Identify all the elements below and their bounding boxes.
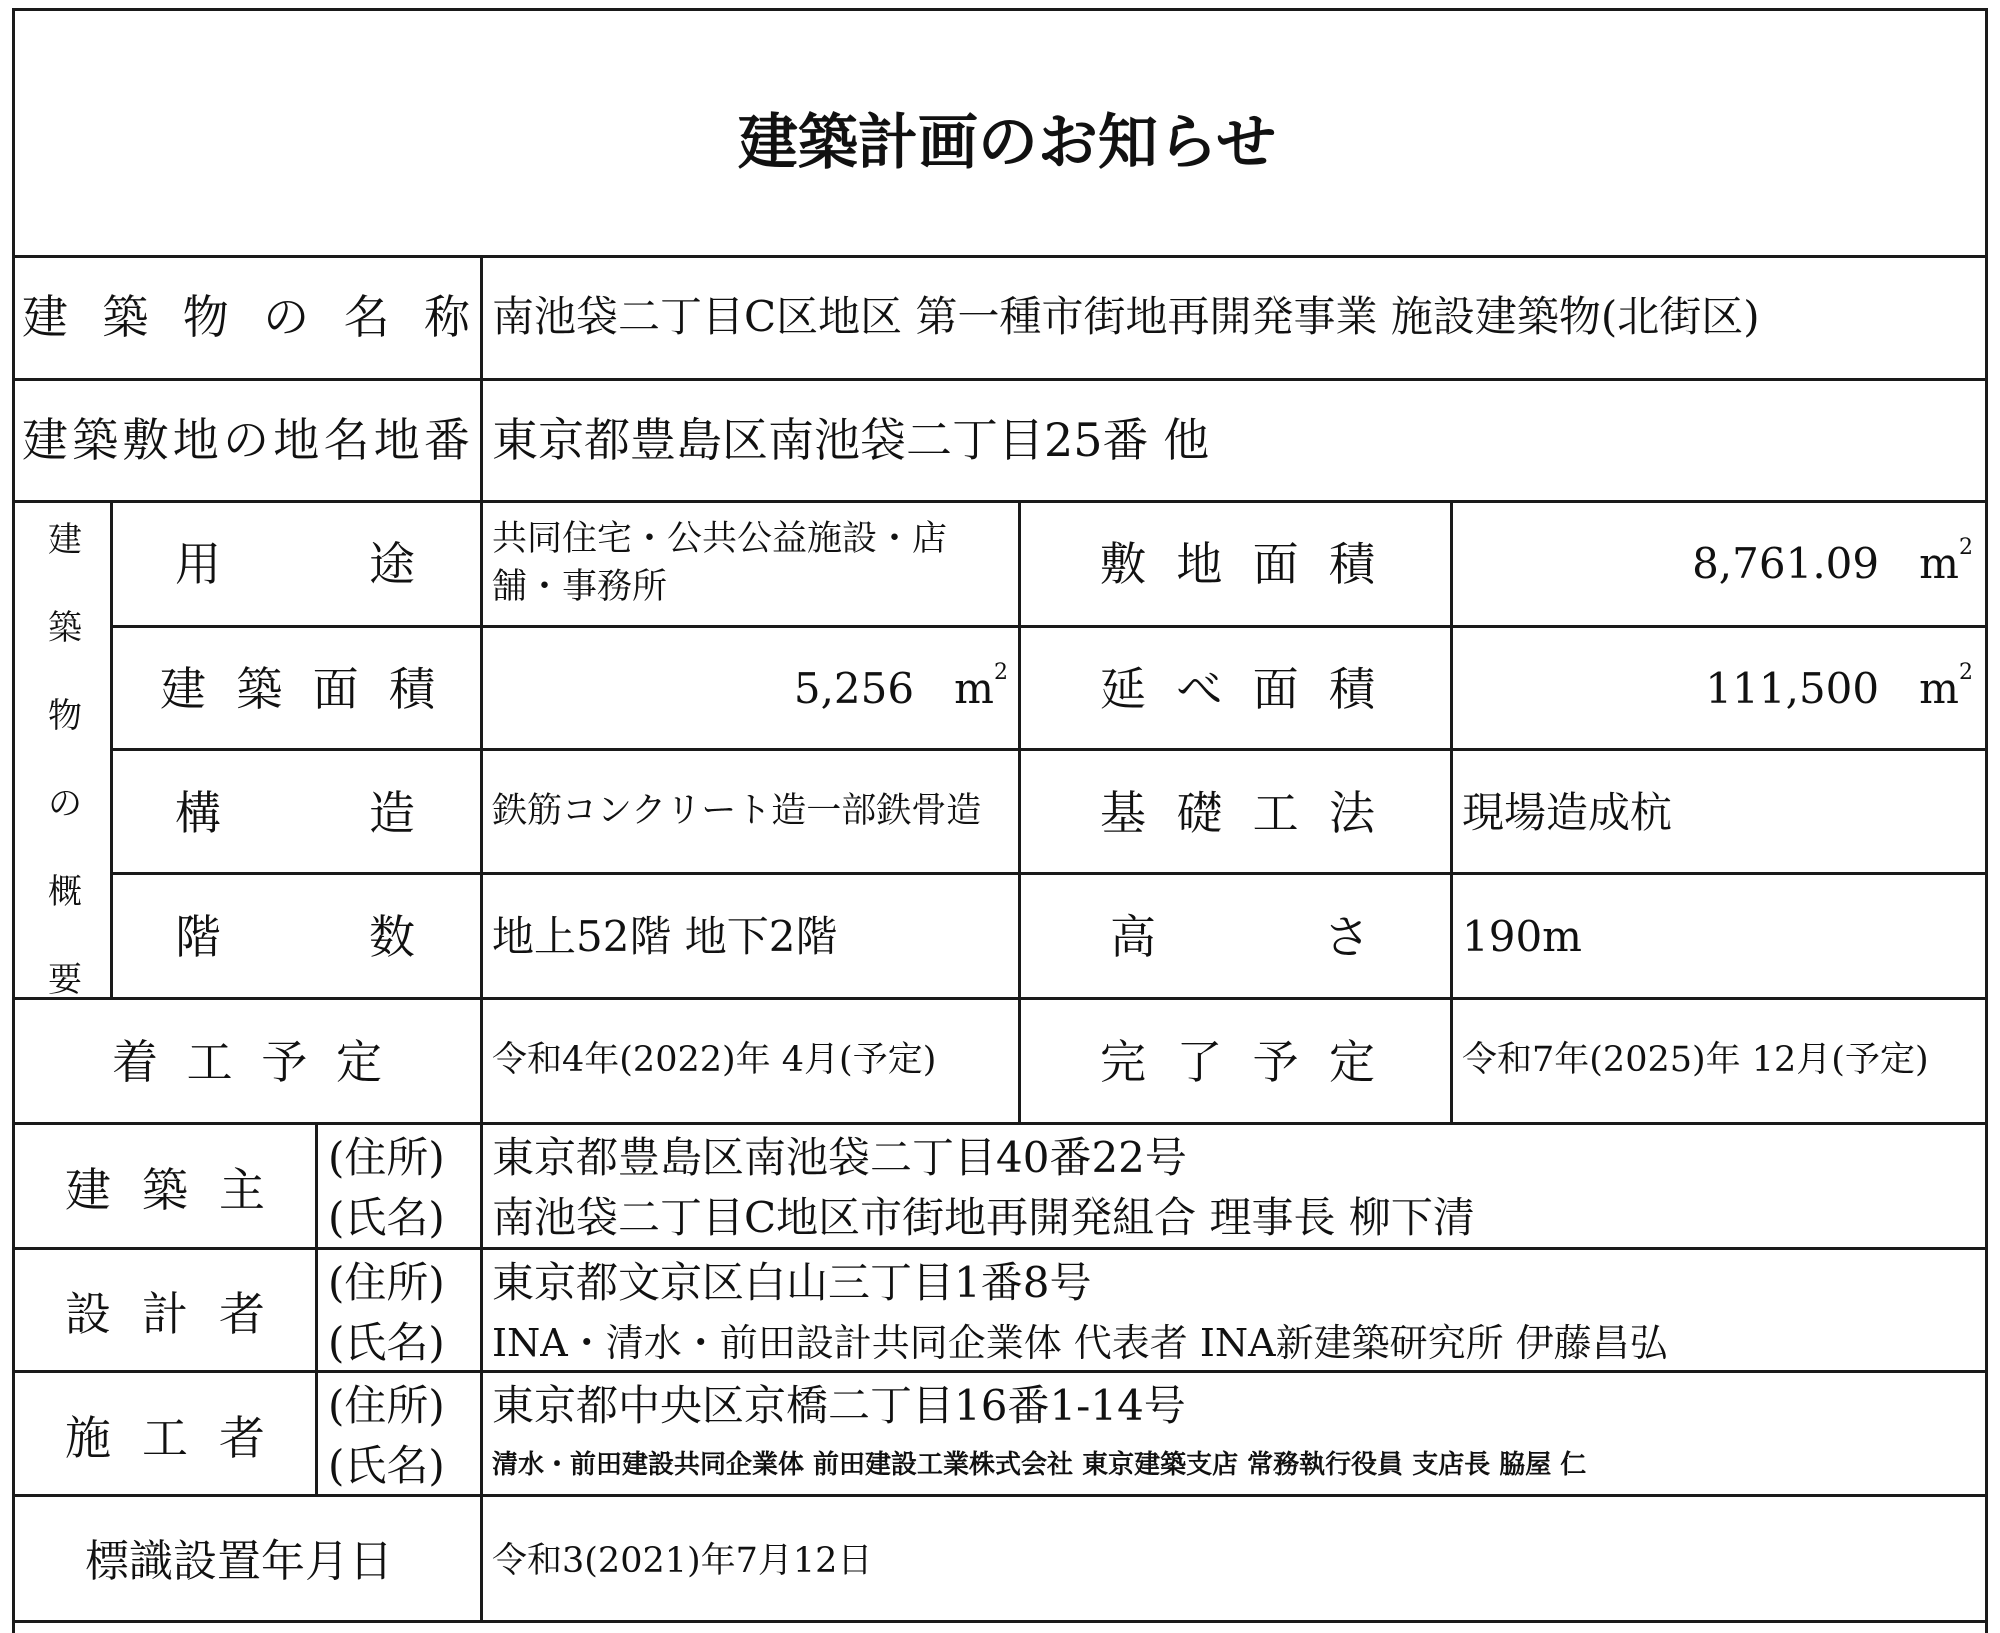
frame-left-line <box>12 8 15 1633</box>
site-address-value: 東京都豊島区南池袋二丁目25番 他 <box>492 413 1210 467</box>
divider <box>110 872 1988 875</box>
overview-side-label-char: 要 <box>48 960 82 1000</box>
column-line <box>315 1122 318 1494</box>
owner-label: 建 築 主 <box>65 1163 265 1217</box>
designer-label: 設 計 者 <box>65 1287 265 1341</box>
owner-address-tag: (住所) <box>328 1133 445 1182</box>
divider <box>12 1620 1988 1623</box>
owner-address: 東京都豊島区南池袋二丁目40番22号 <box>492 1133 1187 1182</box>
builder-address: 東京都中央区京橋二丁目16番1-14号 <box>492 1381 1186 1430</box>
divider <box>12 255 1988 258</box>
divider <box>12 378 1988 381</box>
column-line <box>1018 500 1021 1122</box>
designer-name-tag: (氏名) <box>328 1318 445 1367</box>
foundation-label: 基 礎 工 法 <box>1100 786 1375 840</box>
finish-value: 令和7年(2025)年 12月(予定) <box>1462 1040 1929 1080</box>
site-address-label: 建 築 敷 地 の 地 名 地 番 <box>22 413 470 467</box>
structure-value: 鉄筋コンクリート造一部鉄骨造 <box>492 791 982 831</box>
designer-address: 東京都文京区白山三丁目1番8号 <box>492 1258 1092 1307</box>
owner-name-tag: (氏名) <box>328 1193 445 1242</box>
building-name-value: 南池袋二丁目C区地区 第一種市街地再開発事業 施設建築物(北街区) <box>492 292 1760 341</box>
use-value-line2: 舗・事務所 <box>492 567 668 607</box>
divider <box>110 625 1988 628</box>
building-area-label: 建 築 面 積 <box>160 662 435 716</box>
builder-name: 清水・前田建設共同企業体 前田建設工業株式会社 東京建築支店 常務執行役員 支店長 脇屋 仁 <box>492 1450 1587 1480</box>
overview-side-label-char: の <box>48 784 82 824</box>
start-label: 着 工 予 定 <box>112 1035 382 1089</box>
divider <box>12 500 1988 503</box>
structure-label: 構 造 <box>175 786 415 840</box>
building-area-value: 5,256 $m^2$ <box>793 660 1008 713</box>
height-value: 190m <box>1462 912 1582 961</box>
floor-area-value: 111,500 $m^2$ <box>1705 660 1973 713</box>
divider <box>12 997 1988 1000</box>
page-title: 建築計画のお知らせ <box>737 108 1277 178</box>
use-value-line1: 共同住宅・公共公益施設・店 <box>492 519 948 559</box>
floors-label: 階 数 <box>175 910 415 964</box>
building-name-label: 建 築 物 の 名 称 <box>22 290 470 344</box>
foundation-value: 現場造成杭 <box>1462 788 1673 837</box>
site-area-label: 敷 地 面 積 <box>1100 537 1375 591</box>
finish-label: 完 了 予 定 <box>1100 1035 1375 1089</box>
overview-side-label-char: 物 <box>48 696 82 736</box>
divider <box>110 748 1988 751</box>
sign-date-value: 令和3(2021)年7月12日 <box>492 1541 873 1581</box>
site-area-value: 8,761.09 $m^2$ <box>1692 535 1973 588</box>
designer-name: INA・清水・前田設計共同企業体 代表者 INA新建築研究所 伊藤昌弘 <box>492 1321 1668 1365</box>
divider <box>12 1247 1988 1250</box>
overview-side-label-char: 築 <box>48 608 82 648</box>
height-label: 高 さ <box>1110 910 1370 964</box>
overview-side-label-char: 概 <box>48 872 82 912</box>
start-value: 令和4年(2022)年 4月(予定) <box>492 1040 937 1080</box>
column-line <box>1450 500 1453 1122</box>
owner-name: 南池袋二丁目C地区市街地再開発組合 理事長 柳下清 <box>492 1193 1475 1242</box>
overview-side-label-char: 建 <box>48 520 82 560</box>
floor-area-label: 延 べ 面 積 <box>1100 662 1375 716</box>
divider <box>12 1494 1988 1497</box>
builder-name-tag: (氏名) <box>328 1441 445 1490</box>
builder-label: 施 工 者 <box>65 1411 265 1465</box>
frame-top-line <box>12 8 1988 11</box>
builder-address-tag: (住所) <box>328 1381 445 1430</box>
divider <box>12 1122 1988 1125</box>
divider <box>12 1370 1988 1373</box>
floors-value: 地上52階 地下2階 <box>492 912 838 961</box>
use-label: 用 途 <box>175 537 415 591</box>
sign-date-label: 標識設置年月日 <box>85 1536 393 1587</box>
column-line <box>110 500 113 997</box>
column-line <box>480 255 483 1620</box>
designer-address-tag: (住所) <box>328 1258 445 1307</box>
frame-right-line <box>1985 8 1988 1633</box>
